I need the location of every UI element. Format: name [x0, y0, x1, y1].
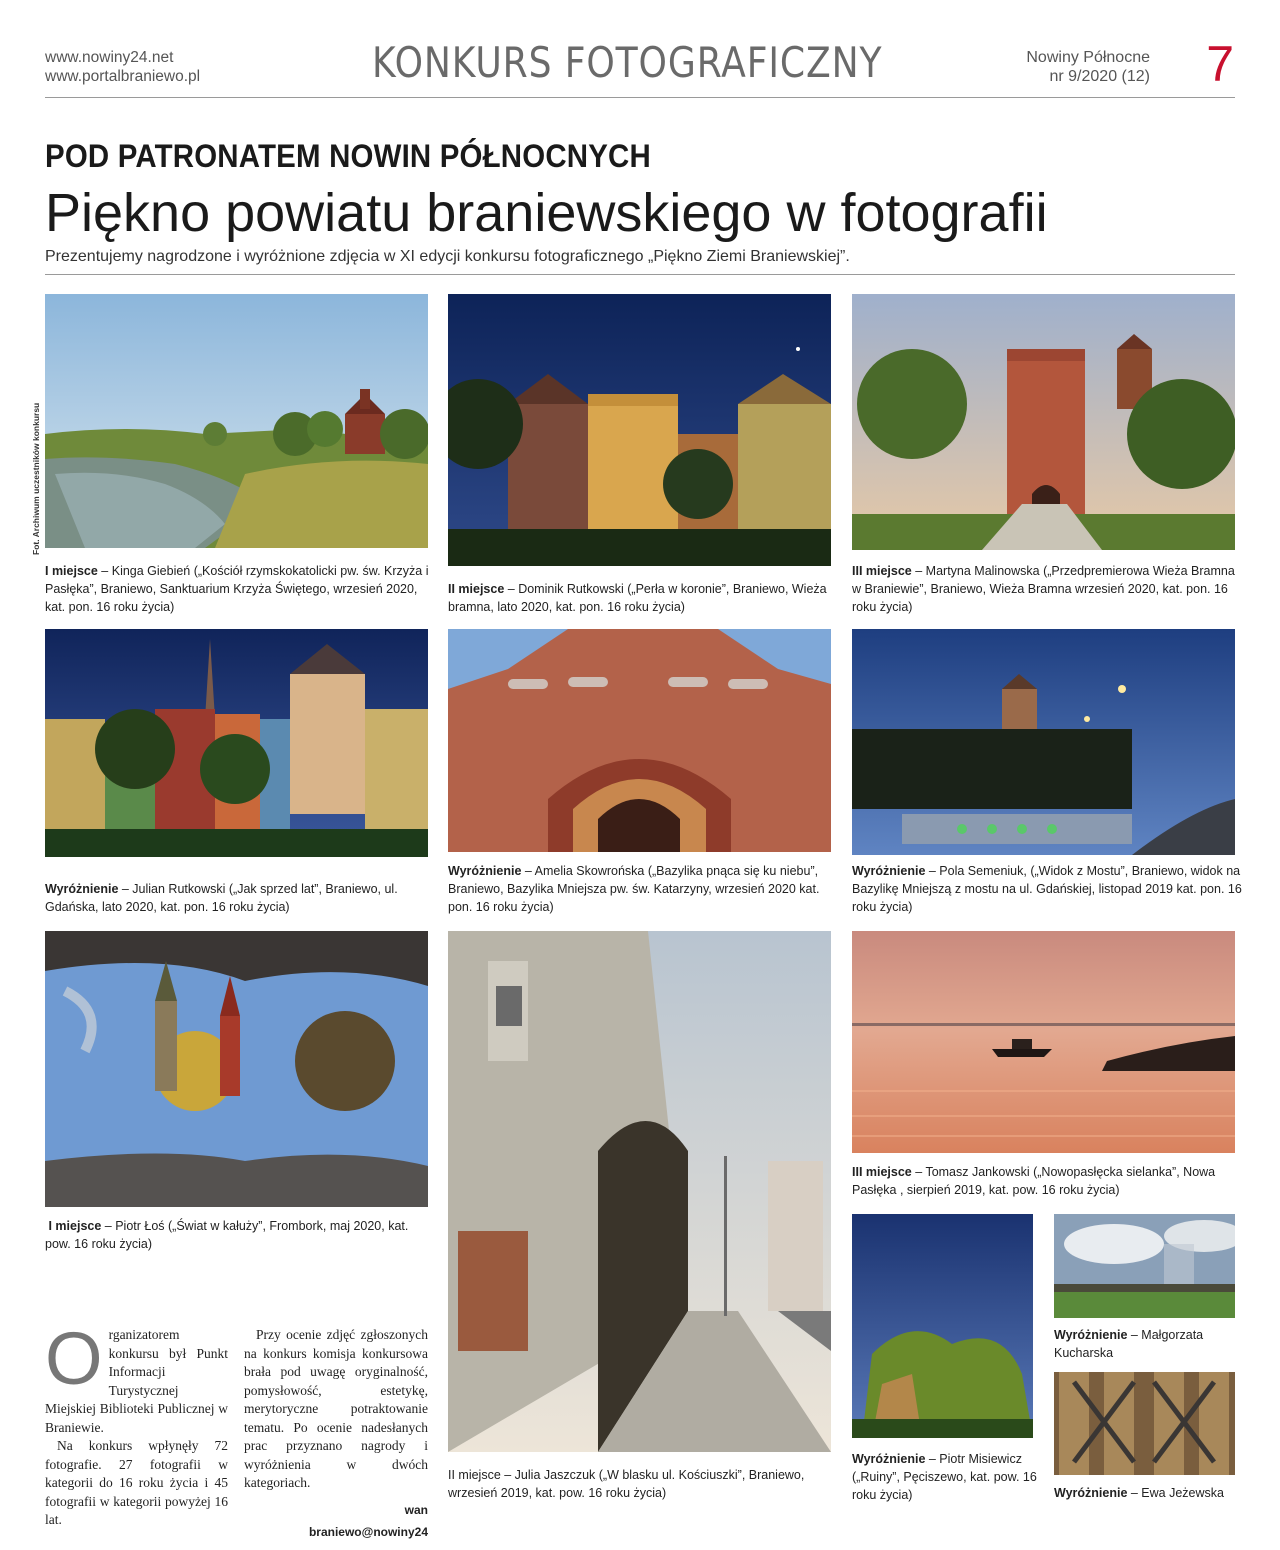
paper-name: Nowiny Północne — [1026, 49, 1150, 66]
site-url-1[interactable]: www.nowiny24.net — [45, 49, 174, 66]
caption-11: Wyróżnienie – Małgorzata Kucharska — [1054, 1328, 1204, 1360]
caption-3: III miejsce – Martyna Malinowska („Przedpremierowa Wieża Bramna w Braniewie”, Braniewo, Wieża Bramna wrzesień 2020, kat. pon. 16 roku życia) — [852, 564, 1235, 614]
photo-street-old[interactable] — [45, 629, 428, 857]
article-para-3: Przy ocenie zdjęć zgłoszonych na konkurs komisja konkursowa brała pod uwagę oryginalność, pomysłowość, estetykę, merytoryczne potraktowanie tematu. Po ocenie nadesłanych prac przyznano nagrody i wyróżnienia w dwóch kategoriach. — [244, 1327, 428, 1490]
section-title: KONKURS FOTOGRAFICZNY — [372, 38, 883, 87]
caption-12: Wyróżnienie – Ewa Jeżewska — [1054, 1486, 1224, 1500]
caption-10: Wyróżnienie – Piotr Misiewicz („Ruiny”, Pęciszewo, kat. pow. 16 roku życia) — [852, 1452, 1037, 1502]
header-rule — [45, 97, 1235, 98]
headline-rule — [45, 274, 1235, 275]
article-para-2: Na konkurs wpłynęły 72 fotografie. 27 fotografii w kategorii do 16 roku życia i 45 fotografii w kategorii powyżej 16 lat. — [45, 1438, 228, 1527]
photo-bridge-view[interactable] — [852, 629, 1235, 855]
article-col-1 — [45, 1317, 228, 1530]
caption-9: III miejsce – Tomasz Jankowski („Nowopasłęcka sielanka”, Nowa Pasłęka , sierpień 2019, kat. pow. 16 roku życia) — [852, 1165, 1216, 1197]
article-col-2 — [244, 1326, 428, 1542]
page-title: Piękno powiatu braniewskiego w fotografii — [45, 183, 1048, 243]
author-email[interactable]: braniewo@nowiny24 — [308, 1525, 428, 1539]
site-url-2[interactable]: www.portalbraniewo.pl — [45, 68, 201, 85]
photo-credit: Fot. Archiwum uczestników konkursu — [31, 402, 41, 555]
photo-street-sidewalk[interactable] — [448, 931, 831, 1452]
site-urls — [45, 48, 200, 86]
caption-4: Wyróżnienie – Julian Rutkowski („Jak sprzed lat”, Braniewo, ul. Gdańska, lato 2020, kat. pon. 16 roku życia) — [45, 882, 398, 914]
caption-8: II miejsce – Julia Jaszczuk („W blasku ul. Kościuszki”, Braniewo, wrzesień 2019, kat. pow. 16 roku życia) — [448, 1468, 805, 1500]
photo-ruins-night[interactable] — [852, 1214, 1033, 1438]
caption-1: I miejsce – Kinga Giebień („Kościół rzymskokatolicki pw. św. Krzyża i Pasłęka”, Braniewo, Sanktuarium Krzyża Świętego, wrzesień 2020, kat. pon. 16 roku życia) — [45, 564, 429, 614]
paper-info — [1026, 48, 1150, 86]
photo-basilica-brick[interactable] — [448, 629, 831, 852]
page-number: 7 — [1206, 36, 1234, 92]
issue-number: nr 9/2020 (12) — [1049, 68, 1150, 85]
article-para-1: rganizatorem konkursu był Punkt Informacji Turystycznej Miejskiej Biblioteki Publicznej w Braniewie. — [45, 1327, 228, 1435]
photo-tower-night[interactable] — [448, 294, 831, 566]
photo-field-rain[interactable] — [1054, 1214, 1235, 1318]
caption-7: I miejsce – Piotr Łoś („Świat w kałuży”, Frombork, maj 2020, kat. pow. 16 roku życia) — [45, 1219, 409, 1251]
lead-text: Prezentujemy nagrodzone i wyróżnione zdjęcia w XI edycji konkursu fotograficznego „Piękno Ziemi Braniewskiej”. — [45, 248, 850, 265]
caption-5: Wyróżnienie – Amelia Skowrońska („Bazylika pnąca się ku niebu”, Braniewo, Bazylika Mniejsza pw. św. Katarzyny, wrzesień 2020 kat. pon. 16 roku życia) — [448, 864, 820, 914]
photo-wooden-door[interactable] — [1054, 1372, 1235, 1475]
photo-sunset-boat[interactable] — [852, 931, 1235, 1153]
photo-river-church[interactable] — [45, 294, 428, 548]
caption-6: Wyróżnienie – Pola Semeniuk, („Widok z Mostu”, Braniewo, widok na Bazylikę Mniejszą z mostu na ul. Gdańskiej, listopad 2019 kat. pon. 16 roku życia) — [852, 864, 1242, 914]
dropcap: O — [45, 1317, 103, 1400]
kicker: POD PATRONATEM NOWIN PÓŁNOCNYCH — [45, 138, 651, 174]
author: wan — [404, 1502, 428, 1517]
photo-gate-tower[interactable] — [852, 294, 1235, 550]
photo-puddle-reflection[interactable] — [45, 931, 428, 1207]
caption-2: II miejsce – Dominik Rutkowski („Perła w koronie”, Braniewo, Wieża bramna, lato 2020, kat. pon. 16 roku życia) — [448, 582, 827, 614]
